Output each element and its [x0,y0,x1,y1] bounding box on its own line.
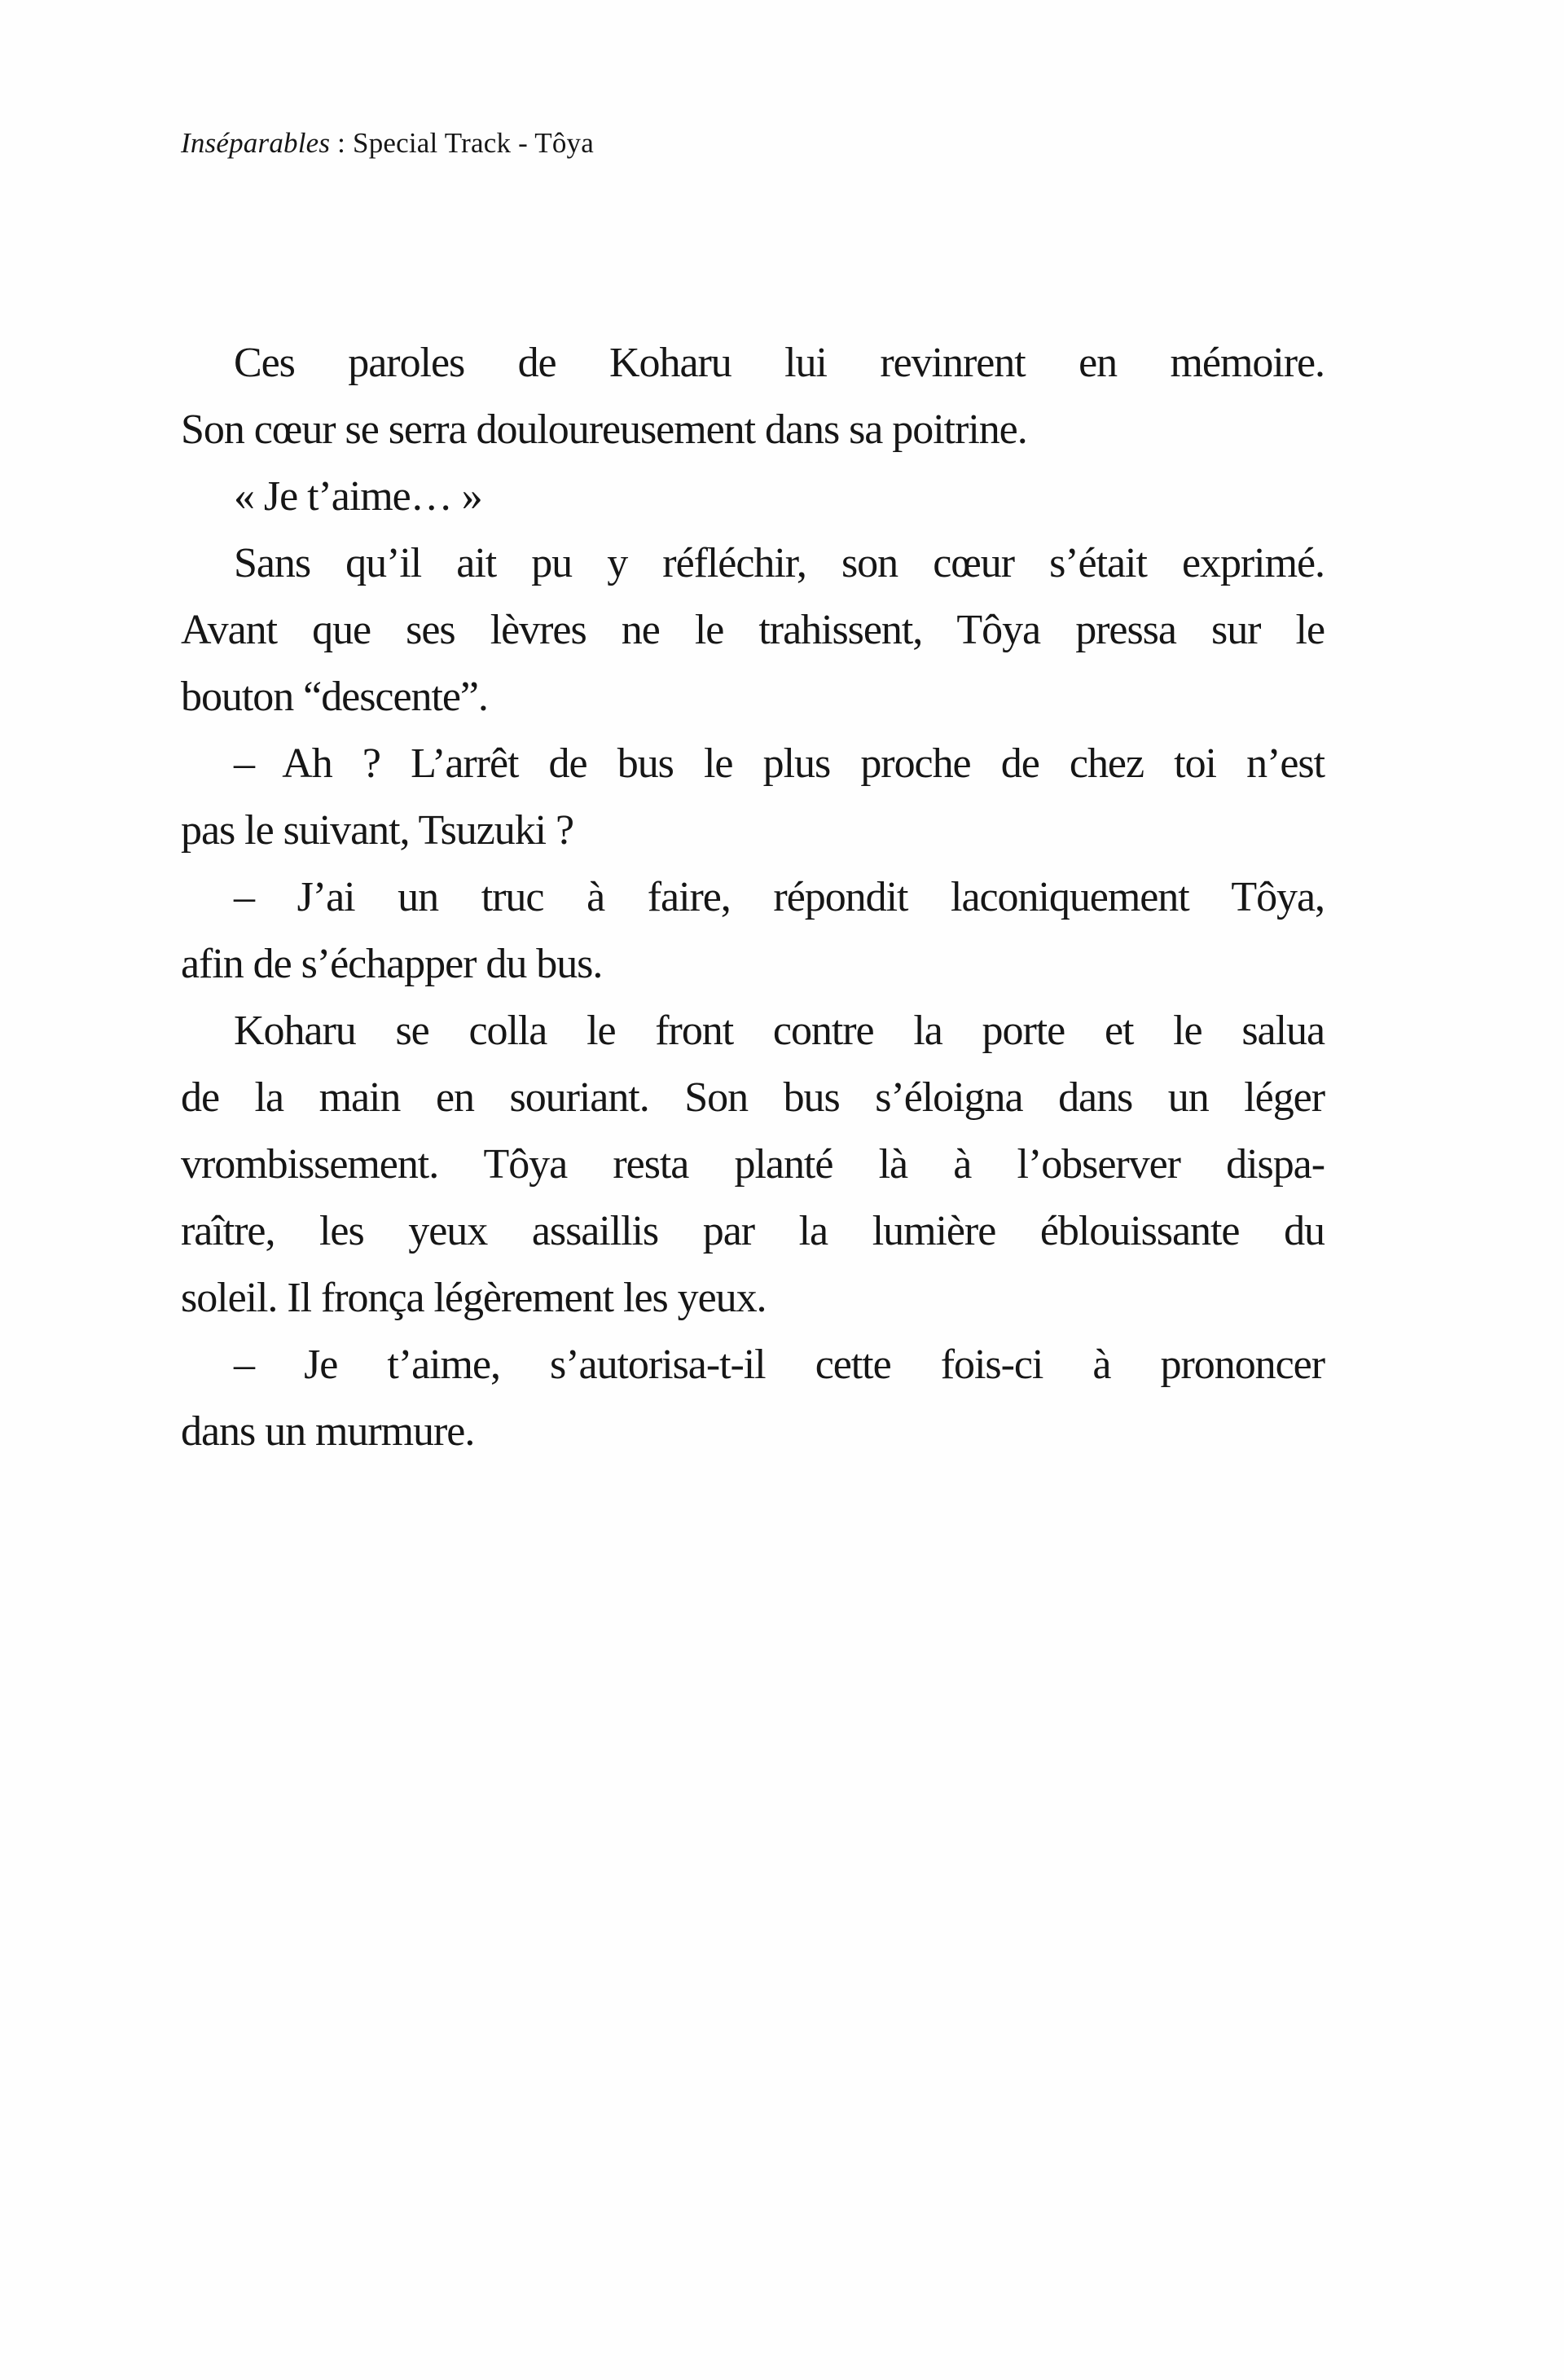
paragraph [181,731,1325,864]
text-line: – Je t’aime, s’autorisa-t-il cette fois-ci à prononcer [234,1341,1325,1388]
text-line: Koharu se colla le front contre la porte et le salua [234,1008,1325,1054]
text-line: de la main en souriant. Son bus s’éloigna dans un léger [181,1074,1325,1121]
paragraph [181,330,1325,463]
text-line: Son cœur se serra douloureusement dans sa poitrine. [181,406,1027,453]
paragraph [181,530,1325,731]
paragraph [181,463,1325,530]
text-line: Ces paroles de Koharu lui revinrent en mémoire. [234,340,1325,386]
text-line: pas le suivant, Tsuzuki ? [181,807,574,854]
text-line: Sans qu’il ait pu y réfléchir, son cœur s’était exprimé. [234,540,1325,586]
header-separator: : [330,127,354,159]
body-text [181,330,1325,1465]
book-title: Inséparables [181,127,331,159]
text-line: raître, les yeux assaillis par la lumière éblouissante du [181,1208,1325,1254]
text-line: soleil. Il fronça légèrement les yeux. [181,1275,767,1321]
running-header [181,127,594,160]
paragraph [181,1332,1325,1465]
text-line: dans un murmure. [181,1408,475,1455]
text-line: – Ah ? L’arrêt de bus le plus proche de chez toi n’est [234,740,1325,787]
chapter-title: Special Track - Tôya [353,127,594,159]
text-line: – J’ai un truc à faire, répondit laconiquement Tôya, [234,874,1325,920]
text-line: Avant que ses lèvres ne le trahissent, Tôya pressa sur le [181,607,1325,653]
text-line: vrombissement. Tôya resta planté là à l’observer dispa- [181,1141,1325,1188]
paragraph [181,864,1325,998]
text-line: afin de s’échapper du bus. [181,941,603,987]
text-line: bouton “descente”. [181,674,488,720]
text-line: « Je t’aime… » [234,473,482,520]
paragraph [181,998,1325,1332]
